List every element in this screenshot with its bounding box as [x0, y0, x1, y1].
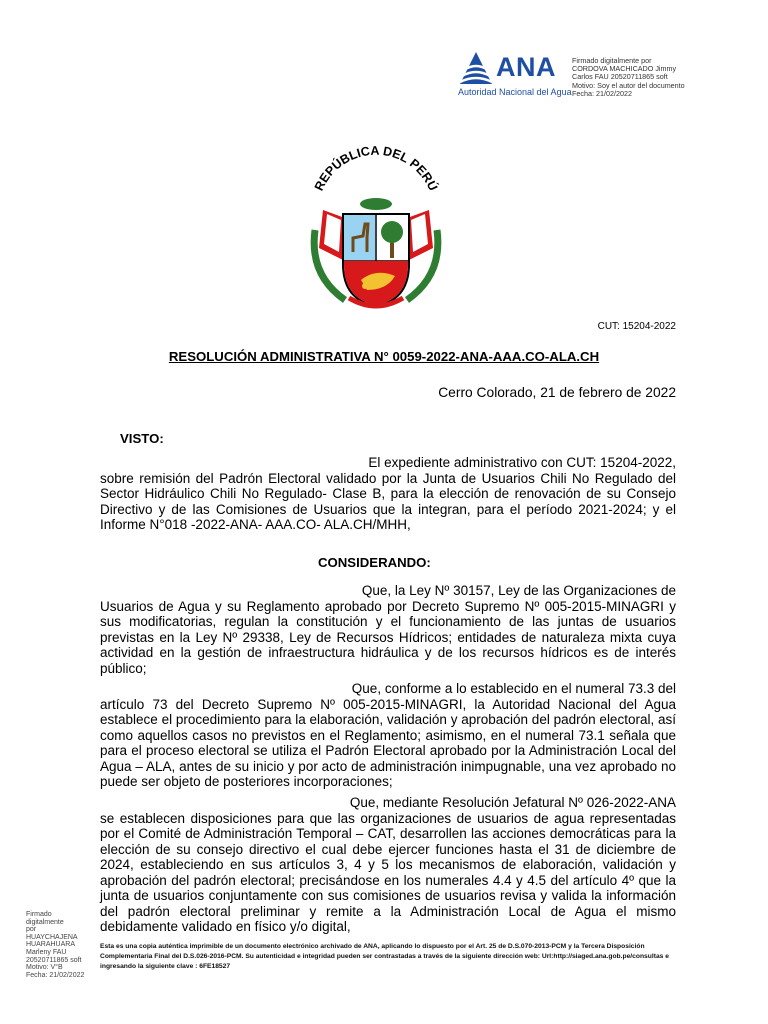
signature-line: Motivo: Soy el autor del documento	[572, 80, 685, 90]
considerando-heading: CONSIDERANDO:	[318, 555, 431, 570]
ana-subtitle: Autoridad Nacional del Agua	[458, 87, 572, 97]
ana-brand-text: ANA	[496, 52, 556, 82]
authenticity-footer-note: Esta es una copia auténtica imprimible de un documento electrónico archivado de ANA, aplicando lo dispuesto por el Art. 25 de D.S.070-2013-PCM y la Tercera Disposición Complementaria Final del D.S.026-2016-PCM. Su autenticidad e integridad pueden ser contrastadas a través de la siguiente dirección web: Url:http://siaged.ana.gob.pe/consultas e ingresando la siguiente clave : 6FE18527	[100, 943, 669, 970]
paragraph-body: se establecen disposiciones para que las organizaciones de usuarios de agua representadas por el Comité de Administración Temporal – CAT, desarrollen las acciones democráticas para la elección de su consejo directivo el cual debe ejercer funciones hasta el 31 de diciembre de 2024, estableciendo en sus artículos 3, 4 y 5 los mecanismos de elaboración, validación y aprobación del padrón electoral; precisándose en los numerales 4.4 y 4.5 del artículo 4º que la junta de usuarios conjuntamente con sus comisiones de usuarios revisa y valida la información del padrón electoral preliminar y remite a la Administración Local de Agua el mismo debidamente validado en físico y/o digital,	[100, 810, 676, 934]
signature-line: Firmado digitalmente por	[572, 56, 652, 65]
ana-wave-logo-icon	[458, 50, 494, 86]
signature-line: Firmado	[26, 911, 52, 918]
signature-line: 20520711865 soft	[26, 956, 82, 964]
signature-line: por	[26, 926, 37, 934]
considerando-paragraph-3	[100, 795, 676, 935]
signature-line: Marleny FAU	[26, 948, 67, 956]
signature-line: HUAYCHAJENA	[26, 933, 78, 941]
considerando-paragraph-2	[100, 681, 676, 790]
paragraph-lead: Que, la Ley Nº 30157, Ley de las Organizaciones de	[361, 583, 676, 598]
place-and-date: Cerro Colorado, 21 de febrero de 2022	[438, 385, 676, 400]
considerando-paragraph-1	[100, 583, 676, 676]
visto-paragraph	[100, 455, 676, 533]
signature-line: CORDOVA MACHICADO Jimmy	[572, 64, 677, 74]
signature-line: HUARAHUARA	[26, 941, 76, 949]
paragraph-lead: Que, conforme a lo establecido en el numeral 73.3 del	[351, 681, 676, 696]
digital-signature-bottom	[26, 911, 94, 979]
ana-logo	[458, 50, 570, 98]
signature-line: digitalmente	[26, 918, 64, 926]
peru-coat-of-arms-icon	[305, 140, 447, 315]
signature-line: Carlos FAU 20520711865 soft	[572, 72, 668, 82]
visto-lead: El expediente administrativo con CUT: 15204-2022,	[368, 455, 676, 470]
paragraph-lead: Que, mediante Resolución Jefatural Nº 026-2022-ANA	[349, 795, 676, 810]
signature-line: Fecha: 21/02/2022	[572, 88, 632, 98]
signature-line: Fecha: 21/02/2022	[26, 971, 85, 979]
resolution-title: RESOLUCIÓN ADMINISTRATIVA N° 0059-2022-ANA-AAA.CO-ALA.CH	[168, 349, 600, 364]
emblem-motto: REPÚBLICA DEL PERÚ	[311, 143, 441, 193]
digital-signature-top	[572, 57, 702, 98]
paragraph-body: artículo 73 del Decreto Supremo Nº 005-2015-MINAGRI, la Autoridad Nacional del Agua establece el procedimiento para la elaboración, validación y aprobación del padrón electoral, así como aquellos casos no previstos en el Reglamento; asimismo, en el numeral 73.1 señala que para el proceso electoral se utiliza el Padrón Electoral aprobado por la Administración Local del Agua – ALA, antes de su inicio y por acto de administración inimpugnable, una vez aprobado no puede ser objeto de posteriores incorporaciones;	[100, 696, 676, 789]
visto-heading: VISTO:	[120, 431, 164, 446]
cut-number: CUT: 15204-2022	[597, 321, 676, 332]
signature-line: Motivo: V°B	[26, 964, 63, 972]
svg-text:REPÚBLICA DEL PERÚ	[312, 144, 441, 193]
paragraph-body: Usuarios de Agua y su Reglamento aprobado por Decreto Supremo Nº 005-2015-MINAGRI y sus modificatorias, regulan la constitución y el funcionamiento de las juntas de usuarios previstas en la Ley Nº 29338, Ley de Recursos Hídricos; entidades de naturaleza mixta cuya actividad en la gestión de infraestructura hidráulica y de los recursos hídricos es de interés público;	[100, 598, 676, 676]
visto-body: sobre remisión del Padrón Electoral validado por la Junta de Usuarios Chili No Regulado del Sector Hidráulico Chili No Regulado- Clase B, para la elección de renovación de su Consejo Directivo y de las Comisiones de Usuarios que la integran, para el período 2021-2024; y el Informe N°018 -2022-ANA- AAA.CO- ALA.CH/MHH,	[100, 470, 676, 532]
